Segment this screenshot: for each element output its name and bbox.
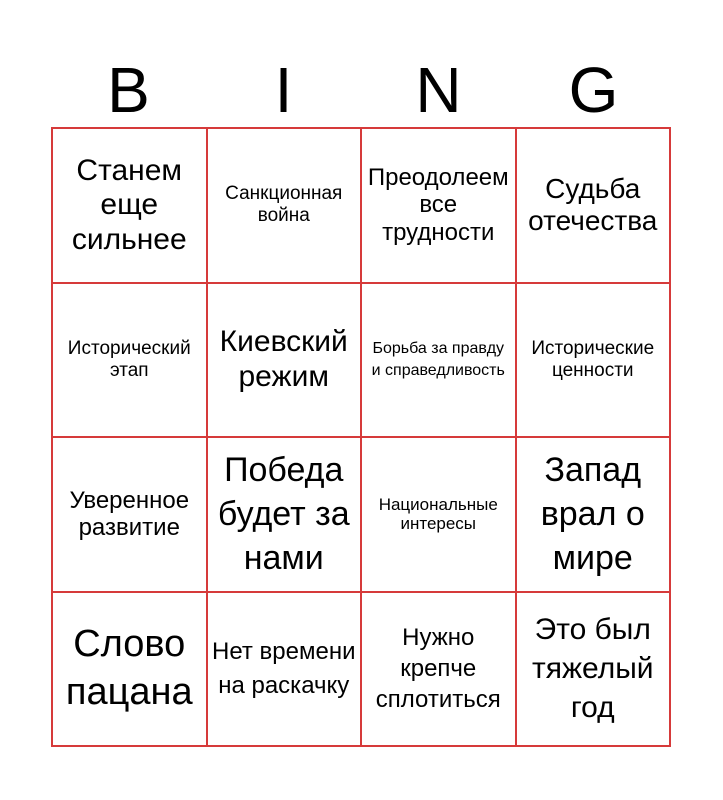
header-letter-i: I bbox=[274, 54, 293, 126]
bingo-cell[interactable]: Уверенное развитие bbox=[52, 437, 207, 592]
bingo-cell[interactable]: Слово пацана bbox=[52, 592, 207, 747]
bingo-cell[interactable]: Санкционная война bbox=[207, 128, 362, 283]
bingo-cell[interactable]: Преодолеем все трудности bbox=[361, 128, 516, 283]
bingo-cell[interactable]: Нет времени на раскачку bbox=[207, 592, 362, 747]
bingo-cell[interactable]: Исторические ценности bbox=[516, 283, 671, 438]
bingo-cell[interactable]: Борьба за правду и справедливость bbox=[361, 283, 516, 438]
bingo-cell[interactable]: Нужно крепче сплотиться bbox=[361, 592, 516, 747]
bingo-grid bbox=[51, 127, 671, 747]
bingo-cell[interactable]: Запад врал о мире bbox=[516, 437, 671, 592]
bingo-cell[interactable]: Исторический этап bbox=[52, 283, 207, 438]
header-letter-b: B bbox=[107, 54, 150, 126]
bingo-cell[interactable]: Киевский режим bbox=[207, 283, 362, 438]
bingo-cell[interactable]: Судьба отечества bbox=[516, 128, 671, 283]
bingo-cell[interactable]: Это был тяжелый год bbox=[516, 592, 671, 747]
bingo-cell[interactable]: Станем еще сильнее bbox=[52, 128, 207, 283]
bingo-cell[interactable]: Национальные интересы bbox=[361, 437, 516, 592]
header-letter-n: N bbox=[415, 54, 462, 126]
header-letter-g: G bbox=[568, 54, 619, 126]
bingo-cell[interactable]: Победа будет за нами bbox=[207, 437, 362, 592]
bingo-header bbox=[51, 54, 671, 126]
